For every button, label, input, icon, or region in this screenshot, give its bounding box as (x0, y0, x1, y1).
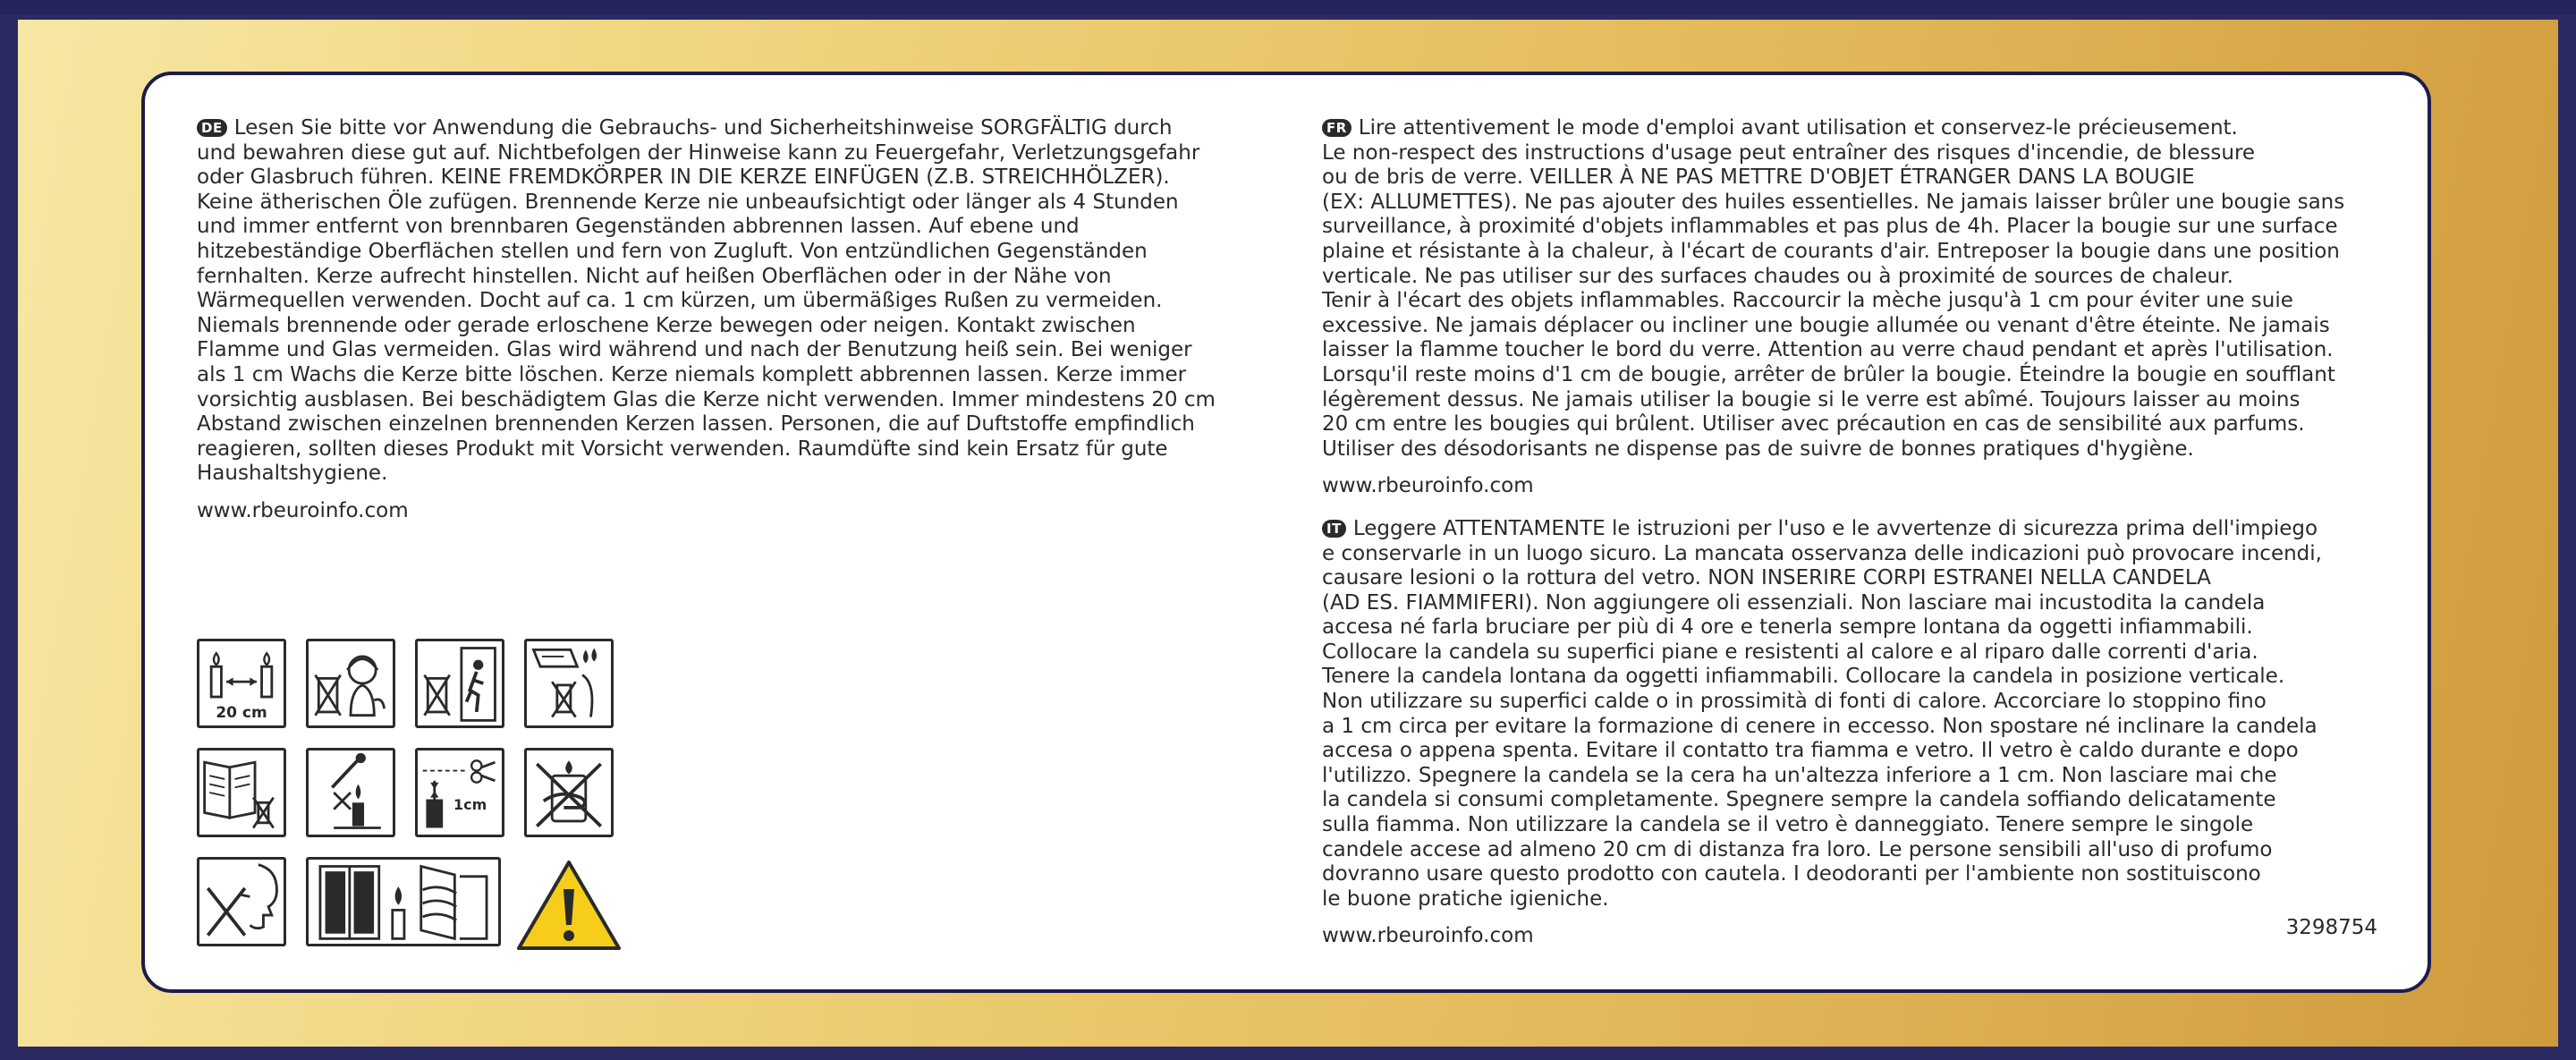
no-blow-icon (197, 857, 286, 946)
french-url[interactable]: www.rbeuroinfo.com (1322, 474, 1534, 498)
wick-length-label: 1cm (453, 796, 487, 813)
safety-pictograms (197, 639, 644, 961)
italian-section (1322, 517, 2386, 949)
german-text: Lesen Sie bitte vor Anwendung die Gebrauchs- und Sicherheitshinweise SORGFÄLTIG durch und bewahren diese gut auf. Nichtbefolgen der Hinweise kann zu Feuergefahr, Verletzungsgefahr oder Glasbruch führen. KEINE FREMDKÖRPER IN DIE KERZE EINFÜGEN (Z.B. STREICHHÖLZER). Keine ätherischen Öle zufügen. Brennende Kerze nie unbeaufsichtigt oder länger als 4 Stunden und immer entfernt von brennbaren Gegenständen abbrennen lassen. Auf ebene und hitzebeständige Oberflächen stellen und fern von Zugluft. Von entzündlichen Gegenständen fernhalten. Kerze aufrecht hinstellen. Nicht auf heißen Oberflächen oder in der Nähe von Wärmequellen verwenden. Docht auf ca. 1 cm kürzen, um übermäßiges Rußen zu vermeiden. Niemals brennende oder gerade erloschene Kerze bewegen oder neigen. Kontakt zwischen Flamme und Glas vermeiden. Glas wird während und nach der Benutzung heiß sein. Bei weniger als 1 cm Wachs die Kerze bitte löschen. Kerze niemals komplett abbrennen lassen. Kerze immer vorsichtig ausblasen. Bei beschädigtem Glas die Kerze nicht verwenden. Immer mindestens 20 cm Abstand zwischen einzelnen brennenden Kerzen lassen. Personen, die auf Duftstoffe empfindlich reagieren, sollten dieses Produkt mit Vorsicht verwenden. Raumdüfte sind kein Ersatz für gute Haushaltshygiene. (197, 116, 1216, 486)
leave-room-icon (415, 639, 504, 728)
no-hand-touch-icon (524, 748, 614, 837)
distance-label: 20 cm (216, 704, 267, 722)
trim-wick-icon (415, 748, 504, 837)
language-badge-it: IT (1322, 520, 1346, 538)
german-url[interactable]: www.rbeuroinfo.com (197, 498, 409, 522)
language-badge-fr: FR (1322, 119, 1352, 137)
no-match-icon (306, 748, 395, 837)
read-instructions-icon (197, 748, 286, 837)
french-text: Lire attentivement le mode d'emploi avant utilisation et conservez-le précieusement. Le non-respect des instructions d'usage peut entraîner des risques d'incendie, de blessure ou de bris de verre. VEILLER À NE PAS METTRE D'OBJET ÉTRANGER DANS LA BOUGIE (EX: ALLUMETTES). Ne pas ajouter des huiles essentielles. Ne jamais laisser brûler une bougie sans surveillance, à proximité d'objets inflammables et pas plus de 4h. Placer la bougie sur une surface plaine et résistante à la chaleur, à l'écart de courants d'air. Entreposer la bougie dans une position verticale. Ne pas utiliser sur des surfaces chaudes ou à proximité de sources de chaleur. Tenir à l'écart des objets inflammables. Raccourcir la mèche jusqu'à 1 cm pour éviter une suie excessive. Ne jamais déplacer ou incliner une bougie allumée ou venant d'être éteinte. Ne jamais laisser la flamme toucher le bord du verre. Attention au verre chaud pendant et après l'utilisation. Lorsqu'il reste moins d'1 cm de bougie, arrêter de brûler la bougie. Éteindre la bougie en soufflant légèrement dessus. Ne jamais utiliser la bougie si le verre est abîmé. Toujours laisser au moins 20 cm entre les bougies qui brûlent. Utiliser avec précaution en cas de sensibilité aux parfums. Utiliser des désodorisants ne dispense pas de suivre de bonnes pratiques d'hygiène. (1322, 116, 2345, 461)
warning-triangle-icon (513, 857, 624, 955)
german-section (197, 116, 1261, 524)
italian-text: Leggere ATTENTAMENTE le istruzioni per l'uso e le avvertenze di sicurezza prima dell'impiego e conservarle in un luogo sicuro. La mancata osservanza delle indicazioni può provocare incendi, causare lesioni o la rottura del vetro. NON INSERIRE CORPI ESTRANEI NELLA CANDELA (AD ES. FIAMMIFERI). Non aggiungere oli essenziali. Non lasciare mai incustodita la candela accesa né farla bruciare per più di 4 ore e tenerla sempre lontana da oggetti infiammabili. Collocare la candela su superfici piane e resistenti al calore e al riparo dalle correnti d'aria. Tenere la candela lontana da oggetti infiammabili. Collocare la candela in posizione verticale. Non utilizzare su superfici calde o in prossimità di fonti di calore. Accorciare lo stoppino fino a 1 cm circa per evitare la formazione di cenere in eccesso. Non spostare né inclinare la candela accesa o appena spenta. Evitare il contatto tra fiamma e vetro. Il vetro è caldo durante e dopo l'utilizzo. Spegnere la candela se la cera ha un'altezza inferiore a 1 cm. Non lasciare mai che la candela si consumi completamente. Spegnere sempre la candela soffiando delicatamente sulla fiamma. Non utilizzare la candela se il vetro è danneggiato. Tenere sempre le singole candele accese ad almeno 20 cm di distanza fra loro. Le persone sensibili all'uso di profumo dovranno usare questo prodotto con cautela. I deodoranti per l'ambiente non sostituiscono le buone pratiche igieniche. (1322, 516, 2322, 911)
no-draught-icon (306, 857, 501, 946)
italian-url[interactable]: www.rbeuroinfo.com (1322, 924, 1534, 948)
candle-distance-icon (197, 639, 286, 728)
flammable-objects-icon (524, 639, 614, 728)
child-pet-warning-icon (306, 639, 395, 728)
top-band (0, 0, 2576, 14)
language-badge-de: DE (197, 119, 227, 137)
instructions-panel (141, 72, 2431, 993)
product-code: 3298754 (2285, 916, 2377, 939)
french-italian-section (1322, 116, 2386, 949)
